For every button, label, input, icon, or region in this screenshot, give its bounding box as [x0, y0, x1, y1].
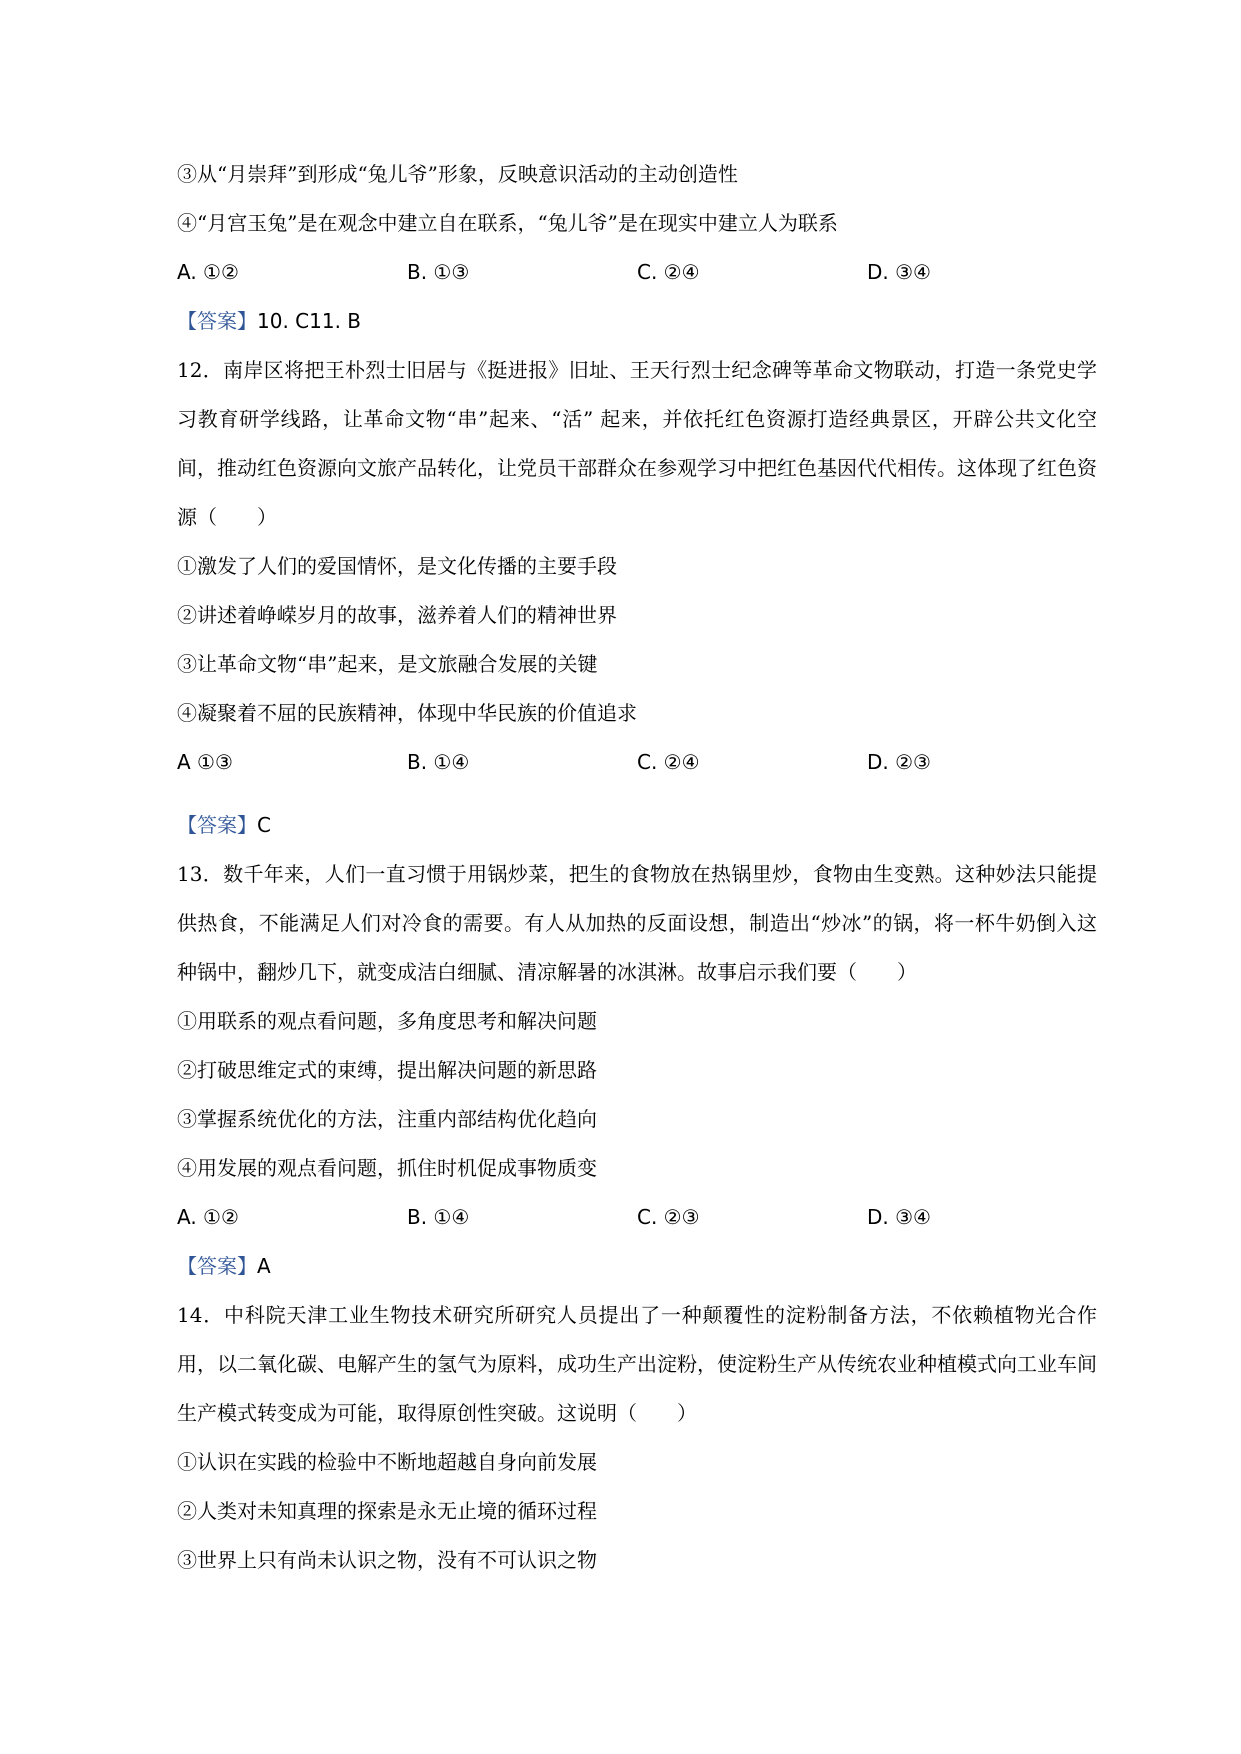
q11-choices — [177, 248, 1097, 297]
q13-choice-b: B. ①④ — [407, 1205, 470, 1229]
q12-choices — [177, 738, 1097, 787]
q13-choice-a: A. ①② — [177, 1205, 239, 1229]
q13-option-4: ④用发展的观点看问题，抓住时机促成事物质变 — [177, 1156, 597, 1180]
q13-stem: 13．数千年来，人们一直习惯于用锅炒菜，把生的食物放在热锅里炒，食物由生变熟。这种妙法只能提供热食，不能满足人们对冷食的需要。有人从加热的反面设想，制造出“炒冰”的锅，将一杯牛奶倒入这种锅中，翻炒几下，就变成洁白细腻、清凉解暑的冰淇淋。故事启示我们要（ ） — [177, 862, 1097, 984]
q12-option-1: ①激发了人们的爱国情怀，是文化传播的主要手段 — [177, 554, 617, 578]
q14-stem: 14．中科院天津工业生物技术研究所研究人员提出了一种颠覆性的淀粉制备方法，不依赖植物光合作用，以二氧化碳、电解产生的氢气为原料，成功生产出淀粉，使淀粉生产从传统农业种植模式向工业车间生产模式转变成为可能，取得原创性突破。这说明（ ） — [177, 1303, 1097, 1425]
answer-label: 【答案】 — [177, 309, 257, 333]
q11-answer — [177, 297, 1097, 346]
q11-choice-d: D. ③④ — [867, 260, 931, 284]
spacer — [177, 787, 1097, 801]
q12-choice-b: B. ①④ — [407, 750, 470, 774]
q14-option-1: ①认识在实践的检验中不断地超越自身向前发展 — [177, 1450, 597, 1474]
q12-option-2: ②讲述着峥嵘岁月的故事，滋养着人们的精神世界 — [177, 603, 617, 627]
q13-choices — [177, 1193, 1097, 1242]
answer-label: 【答案】 — [177, 813, 257, 837]
answer-value: 10. C11. B — [257, 309, 362, 333]
q14-option-2: ②人类对未知真理的探索是永无止境的循环过程 — [177, 1499, 597, 1523]
q11-choice-b: B. ①③ — [407, 260, 470, 284]
q12-answer — [177, 801, 1097, 850]
q13-choice-d: D. ③④ — [867, 1205, 931, 1229]
q13-option-1: ①用联系的观点看问题，多角度思考和解决问题 — [177, 1009, 597, 1033]
q11-option-4: ④“月宫玉兔”是在观念中建立自在联系，“兔儿爷”是在现实中建立人为联系 — [177, 211, 838, 235]
q13-answer — [177, 1242, 1097, 1291]
q12-stem: 12．南岸区将把王朴烈士旧居与《挺进报》旧址、王天行烈士纪念碑等革命文物联动，打造一条党史学习教育研学线路，让革命文物“串”起来、“活” 起来，并依托红色资源打造经典景区，开辟公共文化空间，推动红色资源向文旅产品转化，让党员干部群众在参观学习中把红色基因代代相传。这体现了红色资源（ ） — [177, 358, 1097, 529]
q12-option-4: ④凝聚着不屈的民族精神，体现中华民族的价值追求 — [177, 701, 637, 725]
q12-choice-d: D. ②③ — [867, 750, 931, 774]
q11-choice-c: C. ②④ — [637, 260, 700, 284]
q13-option-2: ②打破思维定式的束缚，提出解决问题的新思路 — [177, 1058, 597, 1082]
q13-option-3: ③掌握系统优化的方法，注重内部结构优化趋向 — [177, 1107, 597, 1131]
q12-option-3: ③让革命文物“串”起来，是文旅融合发展的关键 — [177, 652, 598, 676]
q12-choice-c: C. ②④ — [637, 750, 700, 774]
answer-value: A — [257, 1254, 271, 1278]
answer-label: 【答案】 — [177, 1254, 257, 1278]
answer-value: C — [257, 813, 271, 837]
q14-option-3: ③世界上只有尚未认识之物，没有不可认识之物 — [177, 1548, 597, 1572]
q11-option-3: ③从“月崇拜”到形成“兔儿爷”形象，反映意识活动的主动创造性 — [177, 162, 738, 186]
document-page — [177, 150, 1097, 1585]
q13-choice-c: C. ②③ — [637, 1205, 700, 1229]
q11-choice-a: A. ①② — [177, 260, 239, 284]
q12-choice-a: A ①③ — [177, 750, 233, 774]
